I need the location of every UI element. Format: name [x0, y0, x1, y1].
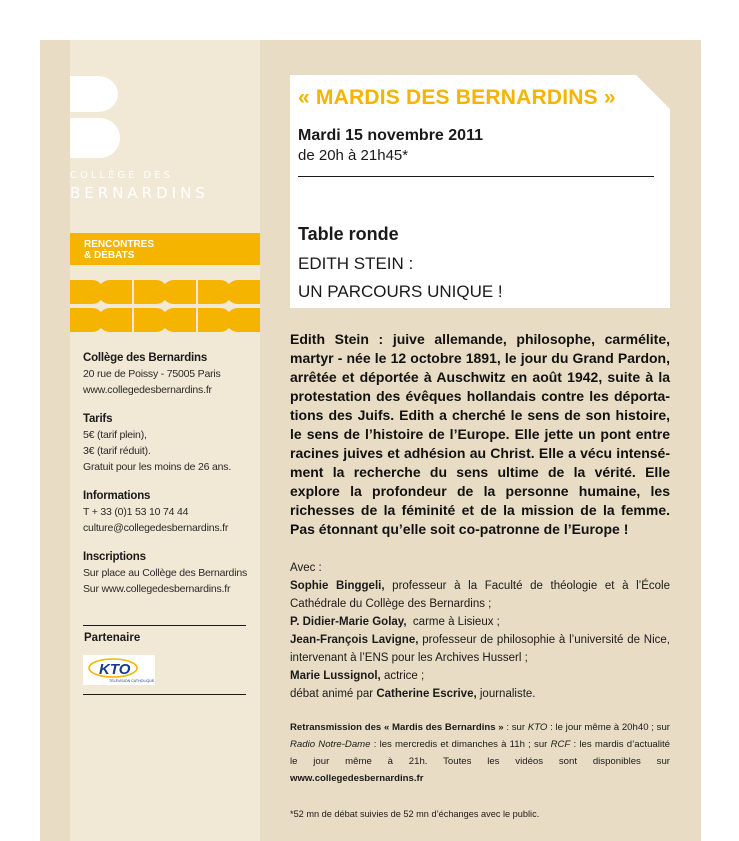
inscriptions-line1: Sur place au Collège des Bernardins	[83, 567, 248, 579]
tarif-reduit: 3€ (tarif réduit).	[83, 445, 151, 457]
footnote: *52 mn de débat suivies de 52 mn d’échanges avec le public.	[290, 809, 540, 819]
speaker-3	[290, 631, 670, 667]
speaker-4	[290, 667, 670, 685]
event-subtitle-line1: EDITH STEIN :	[298, 254, 414, 273]
contact-email[interactable]: culture@collegedesbernardins.fr	[83, 522, 229, 534]
speaker-2-name: P. Didier-Marie Golay,	[290, 616, 407, 628]
address-line1: 20 rue de Poissy - 75005 Paris	[83, 368, 221, 380]
tarif-gratuit: Gratuit pour les moins de 26 ans.	[83, 461, 232, 473]
retrans-radio-notre-dame: Radio Notre-Dame	[290, 739, 371, 750]
inscriptions-line2[interactable]: Sur www.collegedesbernardins.fr	[83, 583, 231, 595]
avec-label: Avec :	[290, 562, 322, 574]
tarif-plein: 5€ (tarif plein),	[83, 429, 147, 441]
partenaire-divider-bottom	[83, 694, 246, 695]
tarifs-section	[83, 411, 258, 475]
retrans-text-1: : sur	[503, 722, 528, 733]
address-section	[83, 350, 258, 398]
moderator-role: journaliste.	[476, 688, 536, 700]
informations-section	[83, 488, 258, 536]
retrans-rcf: RCF	[550, 739, 571, 750]
speaker-4-name: Marie Lussignol,	[290, 670, 381, 682]
phone-number[interactable]: T + 33 (0)1 53 10 74 44	[83, 506, 189, 518]
sidebar-info	[83, 350, 258, 610]
partenaire-title: Partenaire	[84, 632, 141, 644]
event-time: de 20h à 21h45*	[298, 147, 409, 164]
rencontres-debats-band	[70, 233, 260, 265]
event-kind: Table ronde	[298, 224, 399, 244]
bernardins-logo-mark	[70, 76, 120, 158]
retrans-text-3: : les mercredis et dimanches à 11h ; sur	[370, 739, 551, 750]
speaker-3-name: Jean-François Lavigne,	[290, 634, 419, 646]
retrans-website-link[interactable]: www.collegedesbernardins.fr	[290, 773, 424, 784]
partenaire-divider-top	[83, 625, 246, 626]
decorative-pattern	[70, 280, 260, 332]
inscriptions-title: Inscriptions	[83, 551, 146, 563]
kto-logo[interactable]	[83, 655, 155, 685]
address-title: Collège des Bernardins	[83, 352, 208, 364]
retransmission-paragraph	[290, 719, 670, 787]
kto-logo-tagline: TÉLÉVISION CATHOLIQUE	[109, 679, 155, 683]
series-title: « MARDIS DES BERNARDINS »	[298, 86, 616, 109]
informations-title: Informations	[83, 490, 151, 502]
logo-line1: COLLÈGE DES	[70, 170, 173, 181]
intro-paragraph: Edith Stein : juive allemande, philosophe, carmélite, martyr - née le 12 octobre 1891, le jour du Grand Pardon, arrêtée et déportée à Auschwitz en août 1942, suite à la protestation des évêques hollandais contre les déportations des Juifs. Edith a cherché le sens de son histoire, le sens de l’histoire de l’Europe. Elle jette un pont entre racines juives et adhésion au Christ. Elle a vécu intensément la recherche du sens ultime de la vérité. Elle explore la profondeur de la personne humaine, les richesses de la féminité et de la mission de la femme. Pas étonnant qu’elle soit co-patronne de l’Europe !	[290, 331, 670, 537]
speaker-1-name: Sophie Binggeli,	[290, 580, 385, 592]
event-date: Mardi 15 novembre 2011	[298, 127, 483, 144]
kto-logo-graphic	[83, 655, 155, 685]
speaker-1	[290, 577, 670, 613]
inscriptions-section	[83, 549, 258, 597]
address-website[interactable]: www.collegedesbernardins.fr	[83, 384, 212, 396]
speaker-3-role: professeur de philosophie à l’université de Nice, intervenant à l’ENS pour les Archives Husserl ;	[290, 634, 670, 664]
retrans-text-2: : le jour même à 20h40 ; sur	[547, 722, 670, 733]
speaker-2	[290, 613, 670, 631]
moderator-name: Catherine Escrive,	[376, 688, 477, 700]
retransmission-label: Retransmission des « Mardis des Bernardins »	[290, 722, 504, 733]
tarifs-title: Tarifs	[83, 413, 113, 425]
speaker-2-role: carme à Lisieux ;	[406, 616, 500, 628]
speakers-section	[290, 559, 670, 703]
event-subtitle-line2: UN PARCOURS UNIQUE !	[298, 282, 503, 301]
retrans-kto: KTO	[527, 722, 548, 733]
header-divider	[298, 176, 654, 177]
moderator	[290, 685, 670, 703]
logo-wordmark	[70, 170, 210, 202]
kto-logo-text: KTO	[99, 661, 131, 678]
logo-line2: BERNARDINS	[70, 184, 209, 202]
rencontres-line1: RENCONTRES	[84, 239, 155, 250]
rencontres-line2: & DÉBATS	[84, 250, 135, 261]
speaker-1-role: professeur à la Faculté de théologie et à l’École Cathédrale du Collège des Bernardins ;	[290, 580, 670, 610]
speaker-4-role: actrice ;	[380, 670, 425, 682]
moderator-prefix: débat animé par	[290, 688, 377, 700]
retrans-text-4: : les mardis d’actualité le jour même à 21h. Toutes les vidéos sont disponibles sur	[290, 739, 671, 767]
